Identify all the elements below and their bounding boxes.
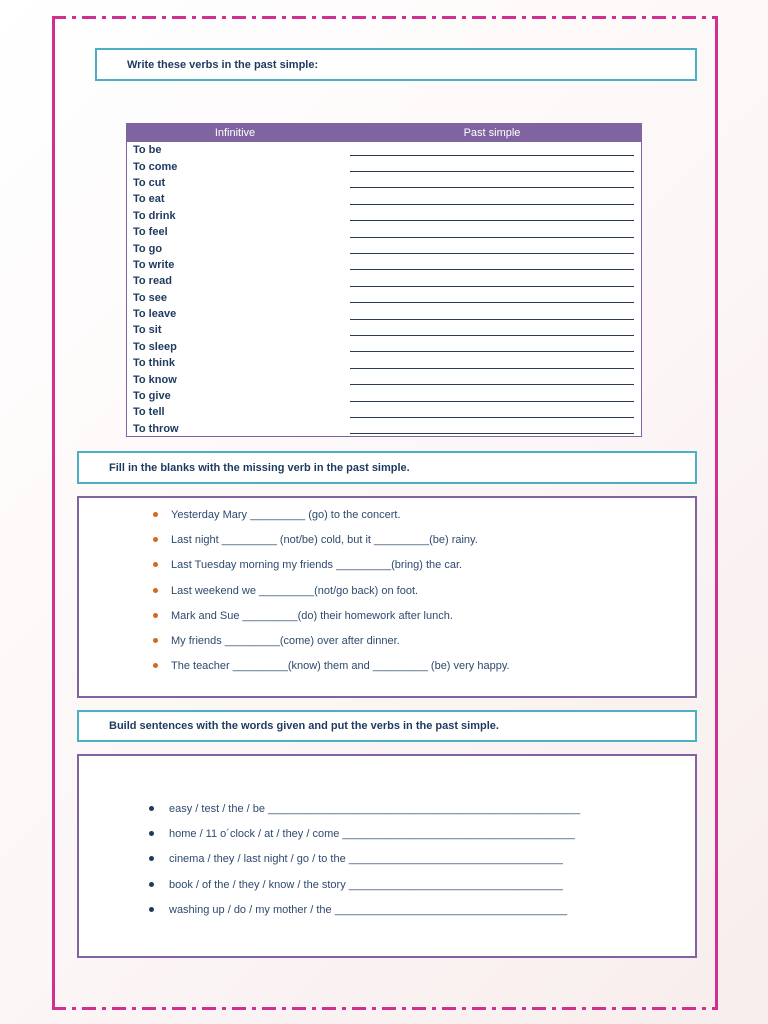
list-item — [169, 825, 580, 850]
section3-heading — [77, 710, 697, 742]
past-simple-answer-line[interactable] — [350, 407, 634, 418]
fill-blanks-list — [171, 506, 510, 682]
table-row — [127, 257, 641, 273]
table-row — [127, 421, 641, 437]
list-item-text: home / 11 o´clock / at / they / come ______________________________________ — [169, 828, 575, 841]
infinitive-cell: To feel — [133, 226, 168, 239]
list-item — [171, 607, 510, 632]
build-sentences-box — [77, 754, 697, 958]
past-simple-answer-line[interactable] — [350, 145, 634, 156]
bullet-icon — [153, 588, 158, 593]
infinitive-cell: To be — [133, 144, 162, 157]
infinitive-cell: To see — [133, 291, 168, 304]
header-infinitive: Infinitive — [214, 127, 256, 139]
infinitive-cell: To go — [133, 242, 163, 255]
list-item-text: Last weekend we _________(not/go back) on foot. — [171, 584, 419, 597]
bullet-icon — [153, 638, 158, 643]
past-simple-answer-line[interactable] — [350, 325, 634, 336]
header-past-simple: Past simple — [463, 127, 521, 139]
fill-blanks-box — [77, 496, 697, 698]
past-simple-answer-line[interactable] — [350, 259, 634, 270]
table-header — [127, 124, 641, 142]
infinitive-cell: To cut — [133, 176, 166, 189]
bullet-icon — [149, 882, 154, 887]
list-item — [171, 506, 510, 531]
past-simple-answer-line[interactable] — [350, 243, 634, 254]
bullet-icon — [153, 613, 158, 618]
infinitive-cell: To eat — [133, 193, 165, 206]
table-row — [127, 388, 641, 404]
past-simple-answer-line[interactable] — [350, 374, 634, 385]
past-simple-answer-line[interactable] — [350, 292, 634, 303]
list-item — [171, 531, 510, 556]
bullet-icon — [149, 856, 154, 861]
list-item — [169, 876, 580, 901]
past-simple-answer-line[interactable] — [350, 309, 634, 320]
past-simple-answer-line[interactable] — [350, 341, 634, 352]
table-row — [127, 175, 641, 191]
bullet-icon — [149, 806, 154, 811]
table-row — [127, 355, 641, 371]
table-row — [127, 142, 641, 158]
table-row — [127, 306, 641, 322]
table-row — [127, 290, 641, 306]
list-item-text: cinema / they / last night / go / to the ___________________________________ — [169, 853, 563, 866]
list-item — [171, 556, 510, 581]
table-row — [127, 240, 641, 256]
infinitive-cell: To drink — [133, 209, 176, 222]
past-simple-answer-line[interactable] — [350, 210, 634, 221]
list-item-text: Last night _________ (not/be) cold, but it _________(be) rainy. — [171, 534, 478, 547]
table-row — [127, 158, 641, 174]
past-simple-answer-line[interactable] — [350, 276, 634, 287]
list-item-text: Last Tuesday morning my friends _________(bring) the car. — [171, 559, 463, 572]
list-item — [169, 800, 580, 825]
bullet-icon — [153, 562, 158, 567]
past-simple-answer-line[interactable] — [350, 391, 634, 402]
infinitive-cell: To know — [133, 373, 177, 386]
infinitive-cell: To give — [133, 390, 171, 403]
list-item-text: easy / test / the / be ___________________________________________________ — [169, 803, 581, 815]
section2-heading — [77, 451, 697, 484]
past-simple-answer-line[interactable] — [350, 423, 634, 434]
list-item — [169, 901, 580, 926]
past-simple-answer-line[interactable] — [350, 358, 634, 369]
build-sentences-list — [169, 800, 580, 926]
list-item-text: washing up / do / my mother / the ______________________________________ — [169, 903, 568, 916]
bullet-icon — [153, 512, 158, 517]
table-row — [127, 273, 641, 289]
infinitive-cell: To think — [133, 357, 175, 370]
section3-heading-text: Build sentences with the words given and put the verbs in the past simple. — [109, 720, 499, 732]
bullet-icon — [149, 831, 154, 836]
section2-heading-text: Fill in the blanks with the missing verb in the past simple. — [109, 461, 410, 474]
infinitive-cell: To sleep — [133, 340, 177, 353]
infinitive-cell: To leave — [133, 308, 177, 321]
list-item-text: My friends _________(come) over after dinner. — [171, 634, 400, 647]
section1-heading — [95, 48, 697, 81]
infinitive-cell: To sit — [133, 324, 162, 337]
verb-table — [126, 123, 642, 437]
list-item-text: Mark and Sue _________(do) their homework after lunch. — [171, 609, 453, 622]
past-simple-answer-line[interactable] — [350, 177, 634, 188]
past-simple-answer-line[interactable] — [350, 227, 634, 238]
list-item-text: Yesterday Mary _________ (go) to the concert. — [171, 509, 401, 521]
section1-heading-text: Write these verbs in the past simple: — [127, 58, 319, 71]
list-item — [169, 850, 580, 875]
table-body — [127, 142, 641, 437]
table-row — [127, 322, 641, 338]
infinitive-cell: To write — [133, 258, 175, 271]
list-item — [171, 632, 510, 657]
list-item-text: The teacher _________(know) them and _________ (be) very happy. — [171, 660, 510, 673]
list-item — [171, 582, 510, 607]
bullet-icon — [153, 663, 158, 668]
infinitive-cell: To tell — [133, 406, 165, 419]
table-row — [127, 224, 641, 240]
past-simple-answer-line[interactable] — [350, 194, 634, 205]
table-row — [127, 339, 641, 355]
infinitive-cell: To read — [133, 275, 172, 288]
list-item-text: book / of the / they / know / the story ___________________________________ — [169, 878, 563, 891]
table-row — [127, 371, 641, 387]
past-simple-answer-line[interactable] — [350, 161, 634, 172]
bullet-icon — [149, 907, 154, 912]
table-row — [127, 191, 641, 207]
infinitive-cell: To come — [133, 160, 178, 173]
bullet-icon — [153, 537, 158, 542]
table-row — [127, 404, 641, 420]
table-row — [127, 208, 641, 224]
list-item — [171, 657, 510, 682]
infinitive-cell: To throw — [133, 422, 179, 435]
